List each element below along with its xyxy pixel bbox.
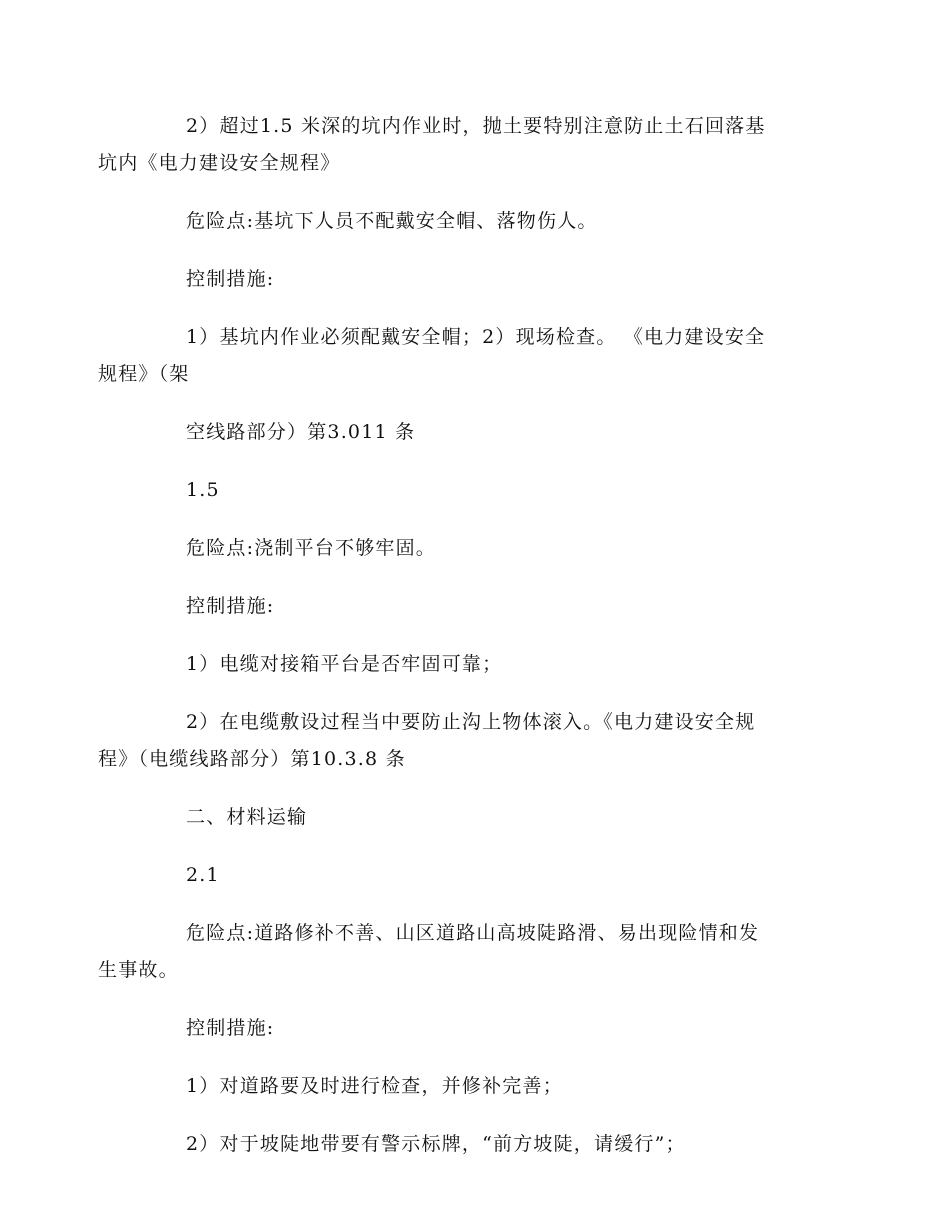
paragraph-section-number [142, 857, 808, 894]
section-heading-material-transport [142, 799, 808, 836]
text-line: 2）超过1.5 米深的坑内作业时，抛土要特别注意防止土石回落基 [186, 115, 766, 137]
text-line: 生事故。 [98, 959, 179, 981]
text-line: 1）基坑内作业必须配戴安全帽；2）现场检查。 《电力建设安全 [186, 326, 766, 348]
paragraph-warning-sign-measure [142, 1126, 808, 1163]
paragraph-cable-measure [98, 704, 808, 778]
text-line: 2）对于坡陡地带要有警示标牌，“前方坡陡，请缓行”； [186, 1133, 686, 1155]
paragraph-hazard-point [98, 915, 808, 989]
text-line: 坑内《电力建设安全规程》 [98, 152, 341, 174]
paragraph-control-measures-heading [142, 588, 808, 625]
text-line: 危险点:道路修补不善、山区道路山高坡陡路滑、易出现险情和发 [186, 922, 760, 944]
text-line: 控制措施: [186, 268, 275, 290]
paragraph-control-measures-heading [142, 261, 808, 298]
paragraph-control-measures-heading [142, 1010, 808, 1047]
document-body [98, 108, 808, 1184]
paragraph-road-inspection-measure [142, 1068, 808, 1105]
paragraph-hazard-point [142, 203, 808, 240]
text-line: 程》（电缆线路部分）第10.3.8 条 [98, 748, 406, 770]
text-line: 控制措施: [186, 595, 275, 617]
paragraph-section-number [142, 472, 808, 509]
text-line: 二、材料运输 [186, 806, 308, 828]
text-line: 控制措施: [186, 1017, 275, 1039]
paragraph-hazard-point [142, 530, 808, 567]
paragraph-platform-measure [142, 646, 808, 683]
paragraph-helmet-measure [98, 319, 808, 393]
text-line: 2.1 [186, 864, 220, 886]
text-line: 1）对道路要及时进行检查，并修补完善； [186, 1075, 563, 1097]
text-line: 危险点:浇制平台不够牢固。 [186, 537, 437, 559]
text-line: 规程》（架 [98, 363, 190, 385]
text-line: 1）电缆对接箱平台是否牢固可靠； [186, 653, 503, 675]
paragraph-regulation-reference [142, 414, 808, 451]
paragraph-excavation-depth [98, 108, 808, 182]
text-line: 危险点:基坑下人员不配戴安全帽、落物伤人。 [186, 210, 598, 232]
text-line: 空线路部分）第3.011 条 [186, 421, 416, 443]
text-line: 1.5 [186, 479, 220, 501]
text-line: 2）在电缆敷设过程当中要防止沟上物体滚入。《电力建设安全规 [186, 711, 756, 733]
